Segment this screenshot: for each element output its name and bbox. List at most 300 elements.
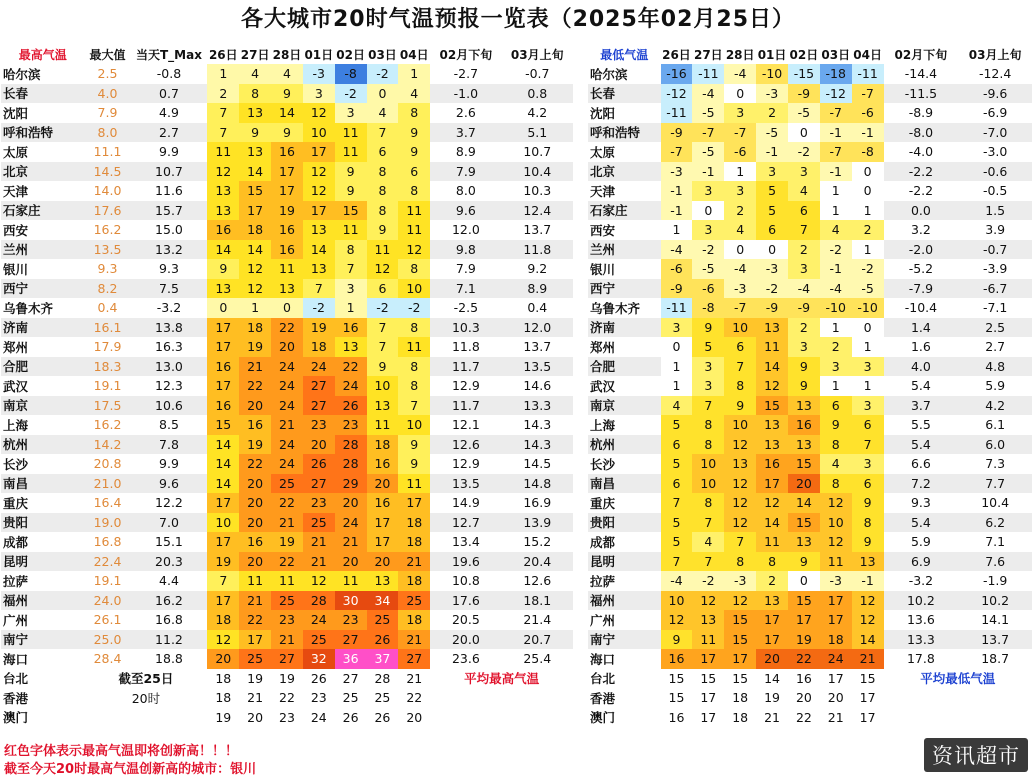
- min-day-cell: 7: [852, 435, 884, 455]
- min-day-cell: 2: [820, 337, 852, 357]
- table-row: [1, 357, 573, 377]
- min-day-cell: 17: [827, 670, 844, 686]
- max-day-cell: 25: [239, 649, 271, 669]
- max-day-cell: -3: [303, 64, 335, 84]
- table-row: [1, 279, 573, 299]
- min-day-cell: 15: [724, 630, 756, 650]
- max-day-cell: 13: [335, 337, 367, 357]
- max-day-cell: 21: [335, 532, 367, 552]
- max-early-mar: 8.9: [527, 280, 548, 296]
- min-day-cell: 13: [692, 610, 724, 630]
- max-early-mar: 12.0: [523, 319, 552, 335]
- min-day-cell: 12: [724, 513, 756, 533]
- max-late-feb: 12.9: [451, 378, 480, 394]
- city-name: 哈尔滨: [3, 66, 41, 82]
- max-day-cell: 14: [239, 162, 271, 182]
- max-day-cell: 20: [239, 513, 271, 533]
- min-day-cell: 1: [852, 337, 884, 357]
- min-day-cell: -1: [661, 201, 693, 221]
- max-day-cell: -8: [335, 64, 367, 84]
- min-day-cell: -1: [820, 162, 852, 182]
- min-header-cell: 03月上旬: [968, 47, 1022, 62]
- empty-cell: [884, 688, 1032, 708]
- table-row: [588, 84, 1032, 104]
- min-day-cell: -7: [852, 84, 884, 104]
- min-day-cell: 0: [692, 201, 724, 221]
- min-day-cell: 6: [852, 415, 884, 435]
- empty-cell: [430, 708, 573, 728]
- max-day-cell: 20: [239, 474, 271, 494]
- min-day-cell: 3: [788, 162, 820, 182]
- max-day-cell: 11: [398, 474, 430, 494]
- min-day-cell: 8: [820, 474, 852, 494]
- max-early-mar: 0.8: [527, 85, 548, 101]
- max-day-cell: 15: [335, 201, 367, 221]
- min-late-feb: 7.2: [910, 475, 931, 491]
- max-day-cell: 6: [398, 162, 430, 182]
- min-early-mar: -6.9: [982, 105, 1008, 121]
- max-day-cell: -2: [367, 298, 399, 318]
- max-day-cell: 13: [207, 279, 239, 299]
- max-day-cell: 17: [239, 201, 271, 221]
- max-day-cell: 8: [398, 357, 430, 377]
- min-day-cell: 10: [661, 591, 693, 611]
- min-day-cell: 8: [692, 415, 724, 435]
- min-late-feb: 13.6: [906, 612, 935, 628]
- min-day-cell: -5: [692, 259, 724, 279]
- record-value: 18.3: [93, 358, 122, 374]
- max-day-cell: 13: [239, 103, 271, 123]
- max-day-cell: 27: [271, 649, 303, 669]
- min-day-cell: 8: [692, 435, 724, 455]
- min-day-cell: 3: [724, 103, 756, 123]
- max-day-cell: 10: [398, 279, 430, 299]
- min-header-cell: 02月下旬: [894, 47, 948, 62]
- min-early-mar: 14.1: [981, 612, 1010, 628]
- max-day-cell: 23: [303, 415, 335, 435]
- max-day-cell: 13: [303, 259, 335, 279]
- record-value: 17.9: [93, 339, 122, 355]
- max-late-feb: 11.8: [451, 339, 480, 355]
- max-day-cell: 16: [239, 532, 271, 552]
- min-day-cell: -3: [820, 571, 852, 591]
- table-row: [1, 610, 573, 630]
- max-day-cell: 16: [367, 454, 399, 474]
- today-max-value: 13.0: [155, 358, 183, 374]
- min-day-cell: 1: [820, 181, 852, 201]
- max-day-cell: 24: [271, 376, 303, 396]
- max-day-cell: 9: [335, 162, 367, 182]
- max-day-cell: 2: [207, 84, 239, 104]
- min-day-cell: 13: [852, 552, 884, 572]
- max-late-feb: 2.6: [455, 105, 476, 121]
- min-day-cell: 4: [692, 532, 724, 552]
- max-day-cell: 15: [207, 415, 239, 435]
- table-row: [1, 220, 573, 240]
- table-row: [588, 415, 1032, 435]
- min-header-cell: 03日: [821, 47, 851, 62]
- table-row: [588, 493, 1032, 513]
- max-day-cell: 22: [279, 690, 295, 706]
- max-day-cell: 28: [335, 454, 367, 474]
- min-day-cell: 0: [852, 181, 884, 201]
- min-day-cell: 16: [788, 415, 820, 435]
- max-day-cell: 26: [342, 709, 359, 725]
- max-day-cell: 6: [367, 142, 399, 162]
- max-day-cell: -2: [303, 298, 335, 318]
- today-max-value: 9.9: [159, 456, 179, 472]
- city-name: 台北: [3, 671, 29, 687]
- max-day-cell: 22: [406, 690, 423, 706]
- min-early-mar: -6.7: [982, 280, 1008, 296]
- record-value: 28.4: [93, 651, 122, 667]
- min-day-cell: -4: [661, 240, 693, 260]
- max-day-cell: 18: [398, 610, 430, 630]
- max-late-feb: 13.5: [451, 475, 480, 491]
- min-early-mar: 7.6: [985, 553, 1006, 569]
- max-early-mar: 13.9: [523, 514, 552, 530]
- min-late-feb: 9.3: [910, 495, 931, 511]
- min-day-cell: -9: [788, 298, 820, 318]
- min-day-cell: 0: [724, 240, 756, 260]
- min-day-cell: -9: [756, 298, 788, 318]
- min-day-cell: 8: [724, 376, 756, 396]
- min-day-cell: 10: [724, 415, 756, 435]
- max-day-cell: 3: [335, 103, 367, 123]
- max-day-cell: 12: [398, 240, 430, 260]
- max-day-cell: 7: [367, 318, 399, 338]
- record-value: 11.1: [93, 144, 122, 160]
- city-name: 海口: [590, 651, 616, 667]
- min-day-cell: 13: [724, 454, 756, 474]
- max-day-cell: 25: [303, 513, 335, 533]
- min-late-feb: 4.0: [910, 358, 931, 374]
- max-day-cell: 4: [271, 64, 303, 84]
- min-day-cell: 17: [700, 709, 717, 725]
- max-day-cell: 26: [310, 670, 327, 686]
- max-header-cell: 27日: [240, 47, 270, 62]
- min-day-cell: -10: [852, 298, 884, 318]
- max-day-cell: 20: [207, 649, 239, 669]
- max-late-feb: 12.6: [451, 436, 480, 452]
- max-late-feb: 13.4: [451, 534, 480, 550]
- max-early-mar: 20.4: [523, 553, 552, 569]
- min-day-cell: -9: [661, 279, 693, 299]
- max-day-cell: 27: [398, 649, 430, 669]
- min-day-cell: 1: [724, 162, 756, 182]
- max-day-cell: 7: [207, 123, 239, 143]
- min-day-cell: 11: [756, 532, 788, 552]
- min-day-cell: -16: [661, 64, 693, 84]
- min-early-mar: 5.9: [985, 378, 1006, 394]
- city-name: 呼和浩特: [590, 125, 641, 141]
- max-day-cell: 19: [239, 337, 271, 357]
- max-day-cell: 4: [239, 64, 271, 84]
- max-day-cell: 20: [335, 493, 367, 513]
- min-day-cell: -1: [852, 123, 884, 143]
- city-name: 重庆: [3, 495, 29, 511]
- min-day-cell: 9: [852, 493, 884, 513]
- city-name: 西宁: [590, 281, 616, 297]
- min-early-mar: 4.2: [985, 397, 1006, 413]
- min-day-cell: -1: [820, 259, 852, 279]
- min-day-cell: 17: [756, 474, 788, 494]
- max-day-cell: 21: [271, 630, 303, 650]
- min-day-cell: -4: [820, 279, 852, 299]
- min-day-cell: 1: [852, 201, 884, 221]
- record-value: 16.1: [93, 319, 122, 335]
- max-day-cell: 1: [239, 298, 271, 318]
- max-early-mar: 14.8: [523, 475, 552, 491]
- max-day-cell: 20: [303, 435, 335, 455]
- max-day-cell: 17: [367, 532, 399, 552]
- max-early-mar: 16.9: [523, 495, 552, 511]
- min-header-cell: 27日: [693, 47, 723, 62]
- max-day-cell: 8: [335, 240, 367, 260]
- max-day-cell: 14: [271, 103, 303, 123]
- min-late-feb: 5.5: [910, 417, 931, 433]
- max-late-feb: 10.8: [451, 573, 480, 589]
- max-day-cell: 13: [303, 220, 335, 240]
- max-day-cell: -2: [367, 64, 399, 84]
- max-late-feb: 9.8: [455, 241, 476, 257]
- min-day-cell: 2: [852, 220, 884, 240]
- city-name: 福州: [590, 593, 616, 609]
- max-day-cell: 26: [303, 454, 335, 474]
- min-day-cell: 9: [788, 357, 820, 377]
- max-day-cell: 16: [271, 142, 303, 162]
- record-value: 16.4: [93, 495, 122, 511]
- max-header-cell: 01日: [304, 47, 334, 62]
- min-day-cell: -1: [692, 162, 724, 182]
- min-day-cell: 5: [661, 454, 693, 474]
- max-day-cell: 9: [239, 123, 271, 143]
- today-max-value: 4.9: [159, 105, 179, 121]
- max-day-cell: 11: [335, 571, 367, 591]
- max-day-cell: -2: [335, 84, 367, 104]
- table-row: [588, 201, 1032, 221]
- min-late-feb: -2.2: [908, 163, 934, 179]
- min-day-cell: 4: [788, 181, 820, 201]
- table-row: [1, 708, 573, 728]
- max-day-cell: 21: [247, 690, 264, 706]
- city-name: 沈阳: [3, 105, 29, 121]
- min-day-cell: 24: [820, 649, 852, 669]
- max-early-mar: 10.7: [523, 144, 552, 160]
- city-name: 天津: [3, 183, 29, 199]
- avg-max-label: 平均最高气温: [464, 671, 540, 687]
- max-late-feb: 11.7: [451, 358, 480, 374]
- min-early-mar: 7.7: [985, 475, 1006, 491]
- table-row: [1, 688, 573, 708]
- min-day-cell: 7: [692, 396, 724, 416]
- max-early-mar: 18.1: [523, 592, 552, 608]
- min-day-cell: -5: [756, 123, 788, 143]
- min-day-cell: 3: [788, 259, 820, 279]
- max-day-cell: 24: [303, 357, 335, 377]
- max-day-cell: 17: [207, 493, 239, 513]
- max-day-cell: 8: [398, 103, 430, 123]
- table-row: [588, 279, 1032, 299]
- table-row: [588, 513, 1032, 533]
- table-row: [1, 181, 573, 201]
- min-early-mar: -9.6: [982, 85, 1008, 101]
- max-header-cell: 03月上旬: [510, 47, 564, 62]
- table-row: [1, 649, 573, 669]
- city-name: 兰州: [590, 242, 616, 258]
- city-name: 乌鲁木齐: [590, 300, 641, 316]
- empty-cell: [84, 708, 207, 728]
- min-day-cell: 9: [692, 318, 724, 338]
- min-day-cell: -2: [852, 259, 884, 279]
- table-row: [1, 591, 573, 611]
- table-row: [1, 552, 573, 572]
- today-max-value: 15.0: [155, 222, 183, 238]
- table-row: [588, 103, 1032, 123]
- max-day-cell: 26: [374, 709, 391, 725]
- table-row: [1, 415, 573, 435]
- min-header-cell: 最低气温: [600, 47, 649, 62]
- min-day-cell: 22: [795, 709, 812, 725]
- min-day-cell: 4: [724, 220, 756, 240]
- min-day-cell: 2: [788, 240, 820, 260]
- today-max-value: 8.5: [159, 417, 179, 433]
- city-name: 济南: [3, 320, 29, 336]
- min-early-mar: 18.7: [981, 651, 1010, 667]
- max-day-cell: 17: [303, 142, 335, 162]
- min-day-cell: 11: [756, 337, 788, 357]
- record-value: 25.0: [93, 631, 122, 647]
- record-value: 2.5: [97, 66, 118, 82]
- min-day-cell: 15: [732, 670, 749, 686]
- max-header-cell: 02日: [336, 47, 365, 62]
- table-row: [588, 162, 1032, 182]
- table-row: [1, 240, 573, 260]
- min-day-cell: 17: [756, 630, 788, 650]
- record-value: 14.2: [93, 436, 122, 452]
- max-day-cell: 11: [398, 220, 430, 240]
- city-name: 北京: [590, 164, 616, 180]
- max-day-cell: 25: [398, 591, 430, 611]
- max-day-cell: 11: [335, 220, 367, 240]
- max-early-mar: 21.4: [523, 612, 552, 628]
- max-day-cell: 14: [207, 435, 239, 455]
- min-day-cell: 14: [852, 630, 884, 650]
- min-day-cell: 3: [852, 454, 884, 474]
- min-day-cell: 9: [852, 532, 884, 552]
- max-day-cell: 15: [239, 181, 271, 201]
- max-day-cell: 25: [271, 591, 303, 611]
- max-early-mar: 4.2: [527, 105, 548, 121]
- min-day-cell: 1: [820, 376, 852, 396]
- max-day-cell: 30: [335, 591, 367, 611]
- max-early-mar: 14.3: [523, 417, 552, 433]
- min-day-cell: 12: [661, 610, 693, 630]
- max-day-cell: 9: [398, 454, 430, 474]
- max-day-cell: 26: [335, 396, 367, 416]
- record-value: 17.6: [93, 202, 122, 218]
- max-early-mar: 10.3: [523, 183, 552, 199]
- min-day-cell: 3: [692, 181, 724, 201]
- max-header-cell: 02月下旬: [439, 47, 493, 62]
- min-early-mar: -3.0: [982, 144, 1008, 160]
- max-header-cell: 04日: [399, 47, 429, 62]
- max-day-cell: 25: [303, 630, 335, 650]
- min-day-cell: 1: [820, 201, 852, 221]
- max-day-cell: 8: [398, 376, 430, 396]
- min-day-cell: 1: [661, 357, 693, 377]
- record-value: 24.0: [93, 592, 122, 608]
- max-day-cell: 20: [367, 552, 399, 572]
- city-name: 贵阳: [3, 515, 29, 531]
- max-day-cell: 19: [271, 201, 303, 221]
- today-max-value: 10.7: [155, 163, 183, 179]
- table-row: [1, 396, 573, 416]
- min-early-mar: 10.4: [981, 495, 1010, 511]
- min-day-cell: 4: [661, 396, 693, 416]
- table-row: [588, 474, 1032, 494]
- min-late-feb: 13.3: [906, 631, 935, 647]
- max-day-cell: 6: [367, 279, 399, 299]
- max-day-cell: 14: [207, 474, 239, 494]
- min-day-cell: 2: [724, 201, 756, 221]
- min-day-cell: 15: [668, 670, 685, 686]
- max-day-cell: 25: [271, 474, 303, 494]
- min-header-cell: 01日: [757, 47, 787, 62]
- city-name: 福州: [3, 593, 29, 609]
- city-name: 武汉: [590, 378, 616, 394]
- city-name: 石家庄: [3, 203, 41, 219]
- min-day-cell: 4: [820, 454, 852, 474]
- min-late-feb: -2.0: [908, 241, 934, 257]
- max-early-mar: 10.4: [523, 163, 552, 179]
- max-day-cell: 20: [367, 474, 399, 494]
- max-header-cell: 28日: [272, 47, 302, 62]
- min-day-cell: 3: [788, 337, 820, 357]
- min-day-cell: -1: [820, 123, 852, 143]
- city-name: 沈阳: [590, 105, 616, 121]
- min-day-cell: 12: [692, 591, 724, 611]
- max-early-mar: 14.5: [523, 456, 552, 472]
- min-day-cell: -3: [756, 84, 788, 104]
- max-day-cell: 22: [239, 376, 271, 396]
- city-name: 上海: [590, 417, 616, 433]
- max-day-cell: 28: [335, 435, 367, 455]
- max-day-cell: 21: [271, 415, 303, 435]
- note-red-font: 红色字体表示最高气温即将创新高！！！: [4, 744, 239, 759]
- max-day-cell: 20: [239, 396, 271, 416]
- city-name: 郑州: [590, 339, 616, 355]
- today-max-value: 12.3: [155, 378, 183, 394]
- max-day-cell: 37: [367, 649, 399, 669]
- min-late-feb: -11.5: [904, 85, 938, 101]
- max-day-cell: -2: [398, 298, 430, 318]
- max-late-feb: 9.6: [455, 202, 476, 218]
- max-day-cell: 17: [207, 591, 239, 611]
- today-max-value: 13.8: [155, 319, 183, 335]
- record-value: 17.5: [93, 397, 122, 413]
- max-day-cell: 24: [310, 709, 327, 725]
- today-max-value: 7.0: [159, 514, 179, 530]
- max-day-cell: 9: [367, 357, 399, 377]
- max-day-cell: 16: [271, 220, 303, 240]
- max-late-feb: -1.0: [453, 85, 479, 101]
- record-value: 22.4: [93, 553, 122, 569]
- city-name: 澳门: [590, 710, 616, 726]
- min-late-feb: 1.6: [910, 339, 931, 355]
- min-day-cell: 4: [820, 220, 852, 240]
- min-day-cell: -6: [692, 279, 724, 299]
